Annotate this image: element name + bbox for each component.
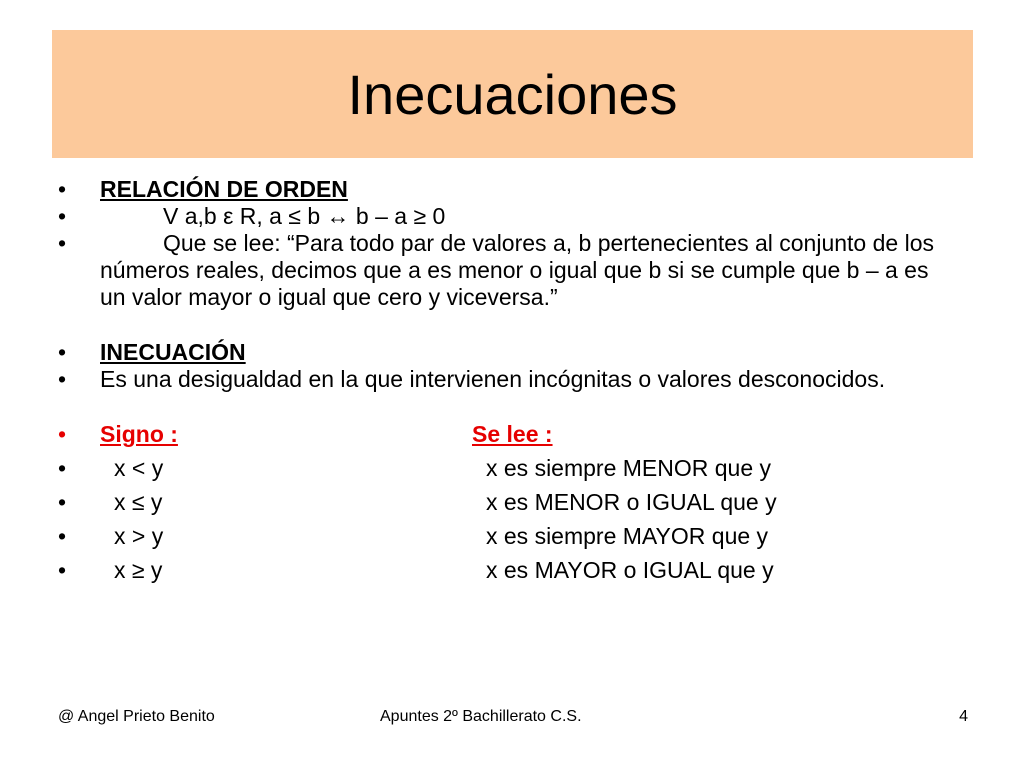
sign-reading: x es MAYOR o IGUAL que y (486, 557, 774, 583)
bullet: • (58, 421, 67, 447)
bullet: • (58, 366, 67, 392)
sign-row (58, 523, 958, 550)
sign-symbol: x ≥ y (114, 557, 163, 583)
section-heading-orden (58, 176, 958, 203)
slide-title: Inecuaciones (347, 62, 678, 126)
footer-course: Apuntes 2º Bachillerato C.S. (380, 708, 582, 725)
bullet: • (58, 455, 67, 481)
sign-reading: x es siempre MENOR que y (486, 455, 772, 481)
sign-symbol: x ≤ y (114, 489, 163, 515)
sign-symbol: x < y (114, 455, 164, 481)
bullet: • (58, 339, 67, 365)
page-number: 4 (959, 708, 968, 725)
formula-reading: Que se lee: “Para todo par de valores a, b pertenecientes al conjunto de los números reales, decimos que a es menor o igual que b si se cumple que b – a es un valor mayor o igual que cero y viceversa.” (100, 230, 934, 310)
sign-symbol: x > y (114, 523, 164, 549)
sign-reading: x es siempre MAYOR que y (486, 523, 769, 549)
list-item-reading (58, 230, 958, 311)
title-banner (52, 30, 973, 158)
header-sign: Signo : (100, 421, 178, 447)
footer-author: @ Angel Prieto Benito (58, 708, 215, 725)
heading-inecuacion: INECUACIÓN (100, 339, 246, 365)
list-item-definition (58, 366, 958, 393)
bullet: • (58, 489, 67, 515)
bullet: • (58, 230, 67, 256)
sign-row (58, 557, 958, 584)
bullet: • (58, 557, 67, 583)
bullet: • (58, 203, 67, 229)
slide-content (58, 176, 958, 584)
bullet: • (58, 176, 67, 202)
section-heading-inecuacion (58, 339, 958, 366)
list-item-formula (58, 203, 958, 230)
sign-row (58, 455, 958, 482)
inecuacion-definition: Es una desigualdad en la que intervienen incógnitas o valores desconocidos. (100, 366, 886, 392)
sign-reading: x es MENOR o IGUAL que y (486, 489, 777, 515)
slide-footer (58, 708, 968, 726)
heading-relacion-orden: RELACIÓN DE ORDEN (100, 176, 348, 202)
sign-row (58, 489, 958, 516)
bullet: • (58, 523, 67, 549)
signs-header-row (58, 421, 958, 448)
header-read: Se lee : (472, 421, 553, 447)
order-formula: V a,b ε R, a ≤ b ↔ b – a ≥ 0 (163, 203, 446, 229)
